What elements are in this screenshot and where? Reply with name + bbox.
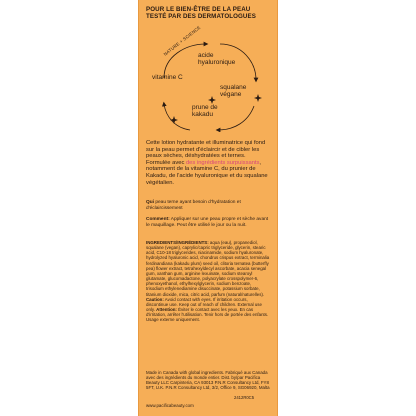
header-line-2: TESTÉ PAR DES DERMATOLOGUES xyxy=(146,13,256,21)
header-line-1: POUR LE BIEN-ÊTRE DE LA PEAU xyxy=(146,6,251,13)
arc-bottom-left xyxy=(164,104,190,130)
description-text-before: Cette lotion hydratante et illuminatrice qui fond sur la peau permet d'éclaircir et de cibler les peaux sèches, déshydratées et ternes. Formulée avec xyxy=(146,140,266,166)
manufacturer-info: Made in Canada with global ingredients. Fabriqué aux Canada avec des ingrédients du monde entier. Dist. by/par Pacifica Beauty LLC Carpinteria, CA 93013 P.N.R Consultancy Ltd, FY8 5FT, U.K. P.N.R Consultancy Ltd, 3/2, Office 9, SG06920, Malta xyxy=(146,370,270,391)
attention-text: Éviter le contact avec les yeux. En cas d'irritation, arrêter l'utilisation. Tenir hors de portée des enfants. Usage externe uniquement. xyxy=(146,307,269,323)
how-to-section xyxy=(146,217,270,228)
description-highlight: des ingrédients surpuissants xyxy=(185,159,260,166)
product-description xyxy=(146,140,270,186)
box-edge-left xyxy=(138,0,139,416)
caution-text: Avoid contact with eyes. If irritation occurs, discontinue use. Keep out of reach of children. External use only. xyxy=(146,296,262,313)
caution-label: Caution: xyxy=(146,296,164,302)
ingredient-kakadu-plum: prune de kakadu xyxy=(192,104,218,118)
arc-label-nature-science: NATURE + SCIENCE xyxy=(162,24,202,57)
how-to-label: Comment: xyxy=(146,217,170,222)
for-whom-text: peau terne ayant besoin d'hydratation et d'éclaircissement xyxy=(146,200,241,211)
ingredients-text: aqua (eau), propanediol, squalane (vegan), caprylic/capric triglyceride, glycerin, stearic acid, C10-18 triglycerides, niacinamide, sodium hyaluronate, hydrolyzed hyaluronic acid, chondrus crispus extract, terminalia ferdinandiana (kakadu plum) seed oil, clitoria ternatea (butterfly pea) flower extract, tetrahexyldecyl ascorbate, acacia senegal gum, xanthan gum, arginine lexuinate, sodium stearoyl glutamate, glucomadactone, polyacrylate crosspolymer-6, phenoxyethanol, ethylhexylglycerin, sodium benzoate, trisodium ethylenediamine disuccinate, potassium sorbate, titanium dioxide, mica, citric acid, parfum (natural/naturelles). xyxy=(146,240,270,297)
ingredient-squalane: squalane végane xyxy=(220,84,247,98)
ingredients-section xyxy=(146,240,270,323)
attention-label: Attention: xyxy=(156,307,177,313)
ingredients-label: INGREDIENTS/INGRÉDIENTS: xyxy=(146,240,209,245)
description-text-after: , notamment de la vitamine C, du prunier de Kakadu, de l'acide hyaluronique et du squalane végétalien. xyxy=(146,159,268,186)
website-text: www.pacificabeauty.com xyxy=(146,403,194,408)
product-box-panel xyxy=(138,0,278,416)
lot-code: 2412R0C5 xyxy=(234,395,255,400)
how-to-text: Appliquer sur une peau propre et sèche avant le maquillage. Peut être utilisé le jour ou la nuit. xyxy=(146,217,269,228)
box-edge-right xyxy=(277,0,278,416)
ingredient-hyaluronic-acid: acide hyaluronique xyxy=(198,52,236,66)
ingredient-cycle-diagram xyxy=(146,24,270,132)
for-whom-section xyxy=(146,200,270,211)
for-whom-label: Qui xyxy=(146,200,154,205)
ingredient-vitamin-c: vitamine C xyxy=(152,74,183,81)
header xyxy=(146,6,270,21)
